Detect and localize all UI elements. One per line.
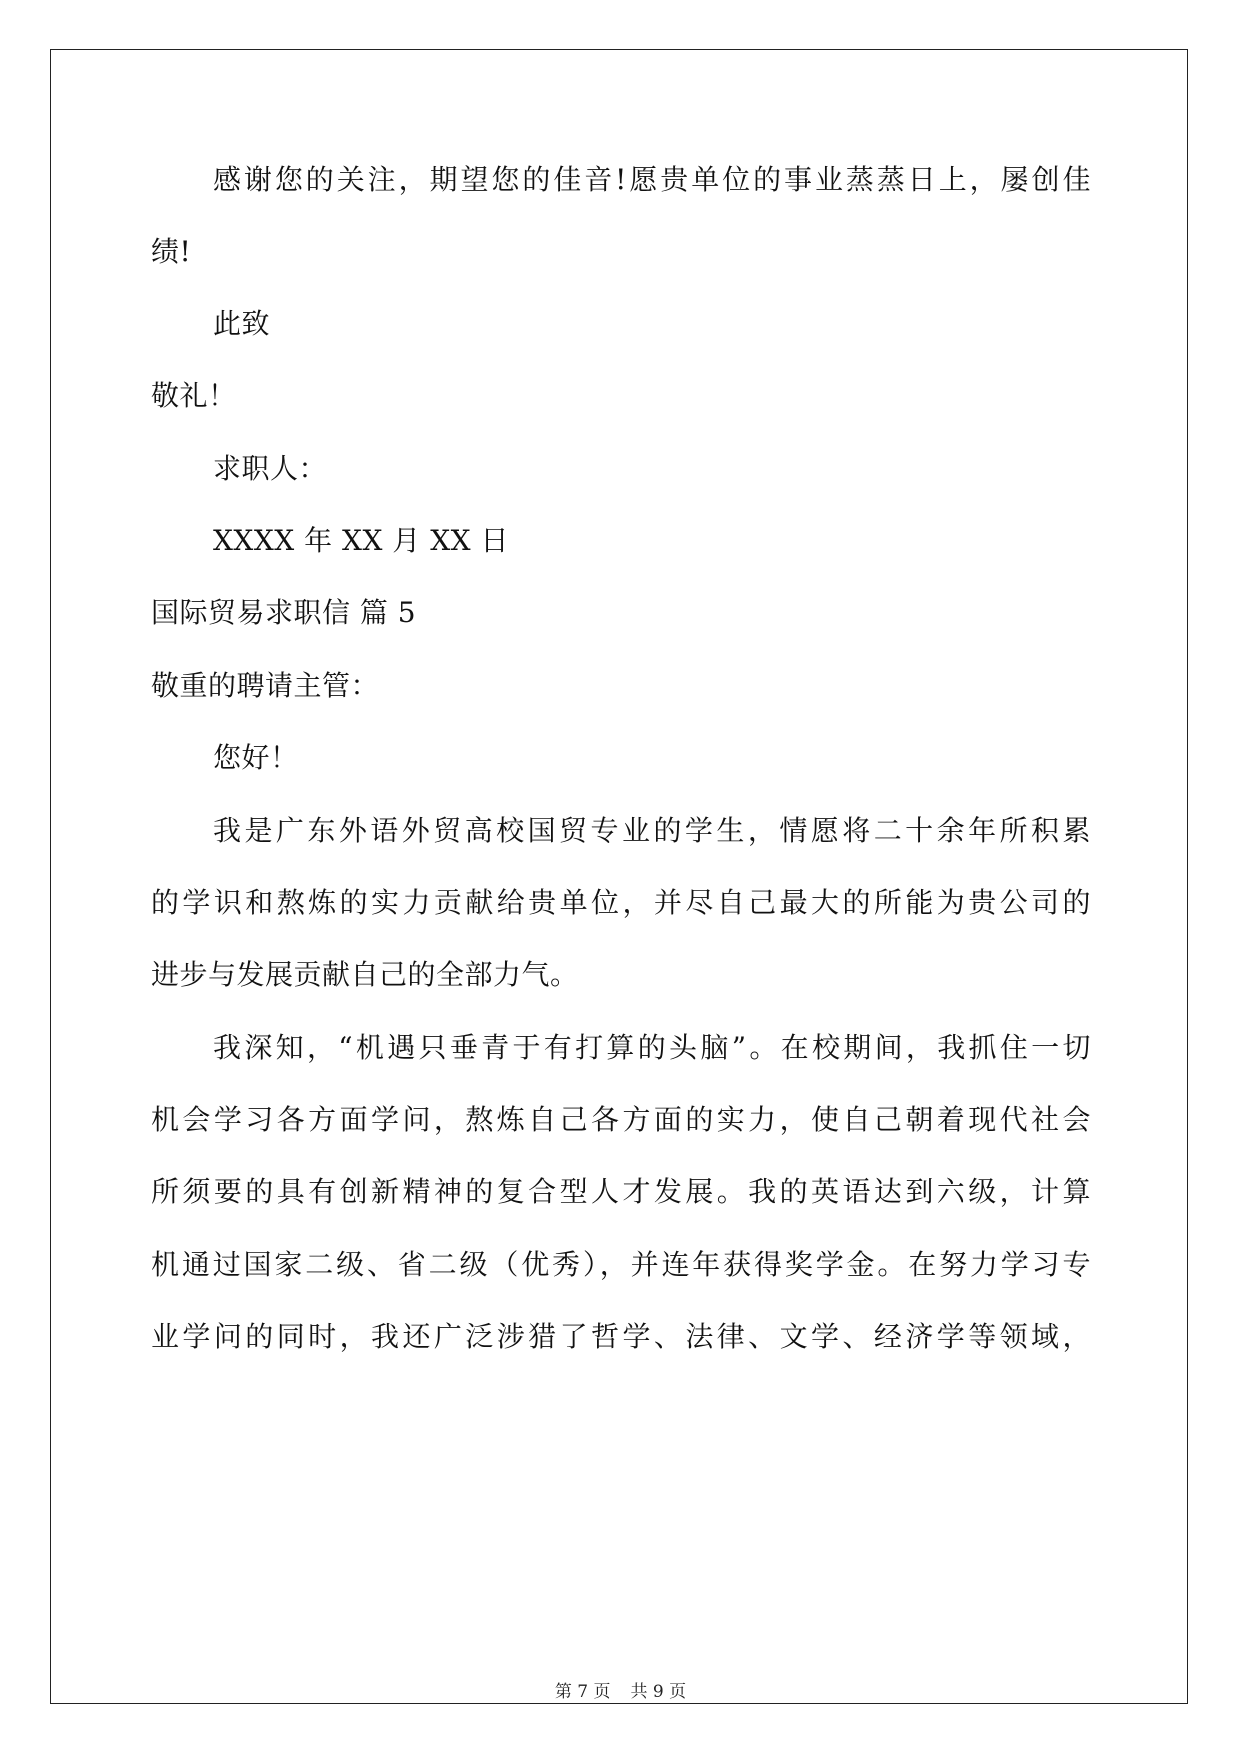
page-border	[50, 49, 1188, 1704]
paragraph-line: 我深知，“机遇只垂青于有打算的头脑”。在校期间，我抓住一切	[213, 1031, 1091, 1064]
paragraph-line: 的学识和熬炼的实力贡献给贵单位，并尽自己最大的所能为贵公司的	[151, 886, 1091, 919]
paragraph-line: 所须要的具有创新精神的复合型人才发展。我的英语达到六级，计算	[151, 1175, 1091, 1208]
section-title: 国际贸易求职信 篇 5	[151, 596, 417, 629]
closing-regards: 敬礼！	[151, 379, 237, 412]
greeting-recipient: 敬重的聘请主管：	[151, 669, 380, 702]
paragraph-line: 进步与发展贡献自己的全部力气。	[151, 958, 579, 991]
closing-salutation: 此致	[213, 307, 271, 340]
signature-label: 求职人：	[213, 452, 328, 485]
paragraph-line: 绩!	[151, 235, 192, 268]
page-footer	[0, 1680, 1241, 1704]
paragraph-line: 机通过国家二级、省二级（优秀），并连年获得奖学金。在努力学习专	[151, 1248, 1091, 1281]
paragraph-line: 我是广东外语外贸高校国贸专业的学生，情愿将二十余年所积累	[213, 814, 1091, 847]
paragraph-line: 业学问的同时，我还广泛涉猎了哲学、法律、文学、经济学等领域，	[151, 1320, 1091, 1353]
paragraph-line: 感谢您的关注，期望您的佳音!愿贵单位的事业蒸蒸日上，屡创佳	[213, 163, 1091, 196]
current-page-number: 第 7 页	[554, 1682, 611, 1702]
paragraph-line: 机会学习各方面学问，熬炼自己各方面的实力，使自己朝着现代社会	[151, 1103, 1091, 1136]
total-pages: 共 9 页	[630, 1682, 687, 1702]
date-line: XXXX 年 XX 月 XX 日	[213, 524, 509, 557]
greeting: 您好！	[213, 741, 299, 774]
